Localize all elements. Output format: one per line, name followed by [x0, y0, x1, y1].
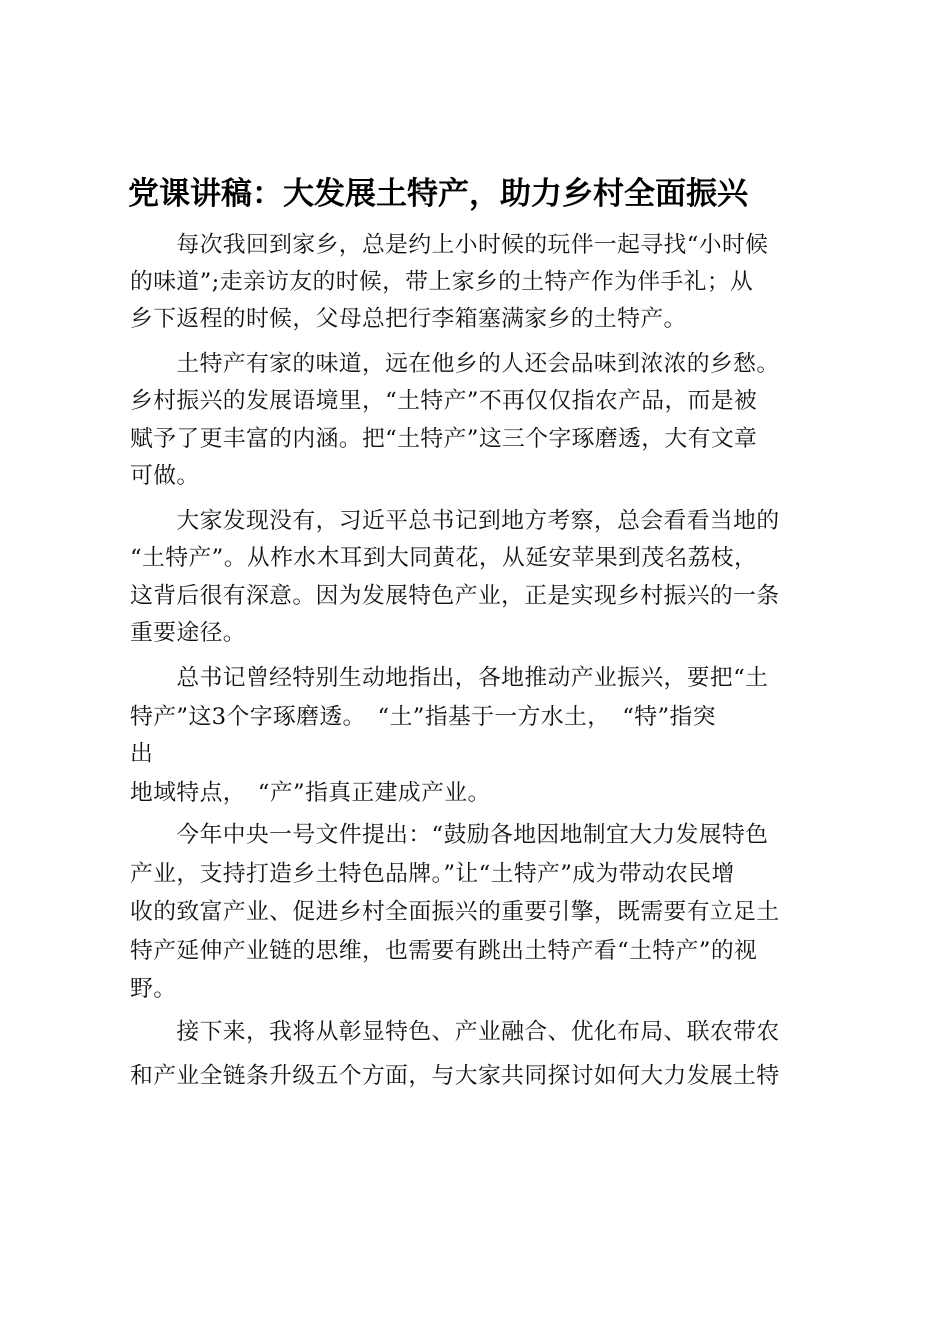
text-line: 出	[130, 741, 154, 767]
text-line: 重要途径。	[130, 620, 246, 646]
text-line: 土特产有家的味道，远在他乡的人还会品味到浓浓的乡愁。	[130, 351, 780, 377]
text-line: 大家发现没有，习近平总书记到地方考察，总会看看当地的	[130, 508, 780, 534]
text-line: 每次我回到家乡，总是约上小时候的玩伴一起寻找“小时候	[130, 232, 769, 258]
text-line: 的味道”;走亲访友的时候，带上家乡的土特产作为伴手礼；从	[130, 269, 754, 295]
text-line: 赋予了更丰富的内涵。把“土特产”这三个字琢磨透，大有文章	[130, 426, 758, 452]
text-line: 产业，支持打造乡土特色品牌。”让“土特产”成为带动农民增	[130, 861, 735, 887]
text-line: 今年中央一号文件提出：“鼓励各地因地制宜大力发展特色	[130, 822, 769, 848]
text-line: 收的致富产业、促进乡村全面振兴的重要引擎，既需要有立足土	[130, 899, 780, 925]
text-line: 和产业全链条升级五个方面，与大家共同探讨如何大力发展土特	[130, 1063, 780, 1089]
text-line: 地域特点， “产”指真正建成产业。	[130, 780, 491, 806]
text-line: 特产”这3个字琢磨透。 “土”指基于一方水土， “特”指突	[130, 704, 716, 730]
text-line: 特产延伸产业链的思维，也需要有跳出土特产看“土特产”的视	[130, 938, 758, 964]
text-line: 野。	[130, 976, 177, 1002]
text-line: 接下来，我将从彰显特色、产业融合、优化布局、联农带农	[130, 1019, 780, 1045]
text-line: 总书记曾经特别生动地指出，各地推动产业振兴，要把“土	[130, 665, 769, 691]
text-line: 可做。	[130, 463, 200, 489]
page-title: 党课讲稿：大发展土特产，助力乡村全面振兴	[128, 176, 748, 212]
text-line: 乡下返程的时候，父母总把行李箱塞满家乡的土特产。	[130, 306, 687, 332]
text-line: “土特产”。从柞水木耳到大同黄花，从延安苹果到茂名荔枝，	[130, 545, 758, 571]
text-line: 这背后很有深意。因为发展特色产业，正是实现乡村振兴的一条	[130, 583, 780, 609]
text-line: 乡村振兴的发展语境里，“土特产”不再仅仅指农产品，而是被	[130, 388, 758, 414]
